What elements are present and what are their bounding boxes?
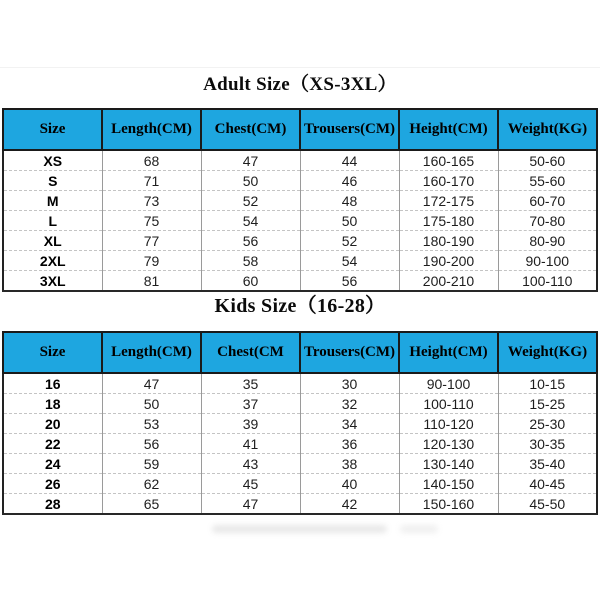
value-cell: 45 [201, 474, 300, 494]
column-header: Height(CM) [399, 109, 498, 150]
table-row [3, 231, 597, 251]
column-header: Trousers(CM) [300, 109, 399, 150]
value-cell: 45-50 [498, 494, 597, 515]
table-row [3, 271, 597, 292]
value-cell: 54 [201, 211, 300, 231]
value-cell: 34 [300, 414, 399, 434]
value-cell: 50 [201, 171, 300, 191]
value-cell: 10-15 [498, 373, 597, 394]
column-header: Chest(CM [201, 332, 300, 373]
table-row [3, 251, 597, 271]
table-row [3, 373, 597, 394]
size-label-cell: S [3, 171, 102, 191]
size-label-cell: 22 [3, 434, 102, 454]
size-label-cell: 3XL [3, 271, 102, 292]
header-row [3, 109, 597, 150]
value-cell: 65 [102, 494, 201, 515]
size-label-cell: XS [3, 150, 102, 171]
size-label-cell: 2XL [3, 251, 102, 271]
value-cell: 75 [102, 211, 201, 231]
value-cell: 180-190 [399, 231, 498, 251]
value-cell: 50-60 [498, 150, 597, 171]
value-cell: 15-25 [498, 394, 597, 414]
table-row [3, 434, 597, 454]
column-header: Trousers(CM) [300, 332, 399, 373]
size-label-cell: 26 [3, 474, 102, 494]
value-cell: 35-40 [498, 454, 597, 474]
table-row [3, 150, 597, 171]
table-row [3, 494, 597, 515]
header-row [3, 332, 597, 373]
value-cell: 40-45 [498, 474, 597, 494]
value-cell: 60 [201, 271, 300, 292]
column-header: Length(CM) [102, 109, 201, 150]
size-label-cell: 18 [3, 394, 102, 414]
value-cell: 120-130 [399, 434, 498, 454]
value-cell: 30 [300, 373, 399, 394]
value-cell: 56 [300, 271, 399, 292]
value-cell: 53 [102, 414, 201, 434]
value-cell: 35 [201, 373, 300, 394]
size-label-cell: 28 [3, 494, 102, 515]
value-cell: 50 [300, 211, 399, 231]
column-header: Weight(KG) [498, 109, 597, 150]
value-cell: 150-160 [399, 494, 498, 515]
size-label-cell: M [3, 191, 102, 211]
value-cell: 38 [300, 454, 399, 474]
faint-gridline [0, 67, 600, 68]
value-cell: 130-140 [399, 454, 498, 474]
value-cell: 160-165 [399, 150, 498, 171]
column-header: Size [3, 332, 102, 373]
column-header: Length(CM) [102, 332, 201, 373]
table-row [3, 454, 597, 474]
table-row [3, 474, 597, 494]
value-cell: 30-35 [498, 434, 597, 454]
column-header: Size [3, 109, 102, 150]
value-cell: 110-120 [399, 414, 498, 434]
table-row [3, 171, 597, 191]
value-cell: 56 [102, 434, 201, 454]
value-cell: 100-110 [498, 271, 597, 292]
value-cell: 43 [201, 454, 300, 474]
value-cell: 59 [102, 454, 201, 474]
value-cell: 44 [300, 150, 399, 171]
value-cell: 48 [300, 191, 399, 211]
size-label-cell: XL [3, 231, 102, 251]
value-cell: 77 [102, 231, 201, 251]
table-row [3, 414, 597, 434]
value-cell: 56 [201, 231, 300, 251]
value-cell: 140-150 [399, 474, 498, 494]
size-label-cell: 16 [3, 373, 102, 394]
value-cell: 172-175 [399, 191, 498, 211]
value-cell: 71 [102, 171, 201, 191]
value-cell: 100-110 [399, 394, 498, 414]
value-cell: 25-30 [498, 414, 597, 434]
value-cell: 60-70 [498, 191, 597, 211]
table-row [3, 191, 597, 211]
value-cell: 68 [102, 150, 201, 171]
kids-table-title: Kids Size（16-28） [214, 295, 386, 317]
table-row [3, 394, 597, 414]
value-cell: 39 [201, 414, 300, 434]
table-row [3, 211, 597, 231]
faint-watermark-smudge [400, 525, 438, 533]
value-cell: 55-60 [498, 171, 597, 191]
adult-size-table [2, 108, 598, 292]
value-cell: 41 [201, 434, 300, 454]
value-cell: 190-200 [399, 251, 498, 271]
value-cell: 58 [201, 251, 300, 271]
value-cell: 80-90 [498, 231, 597, 251]
value-cell: 47 [201, 150, 300, 171]
value-cell: 50 [102, 394, 201, 414]
value-cell: 42 [300, 494, 399, 515]
value-cell: 52 [300, 231, 399, 251]
value-cell: 175-180 [399, 211, 498, 231]
size-label-cell: 24 [3, 454, 102, 474]
value-cell: 54 [300, 251, 399, 271]
size-label-cell: 20 [3, 414, 102, 434]
value-cell: 32 [300, 394, 399, 414]
kids-size-table [2, 331, 598, 515]
value-cell: 62 [102, 474, 201, 494]
value-cell: 200-210 [399, 271, 498, 292]
column-header: Chest(CM) [201, 109, 300, 150]
value-cell: 46 [300, 171, 399, 191]
value-cell: 70-80 [498, 211, 597, 231]
value-cell: 40 [300, 474, 399, 494]
column-header: Weight(KG) [498, 332, 597, 373]
value-cell: 90-100 [498, 251, 597, 271]
value-cell: 90-100 [399, 373, 498, 394]
value-cell: 79 [102, 251, 201, 271]
value-cell: 73 [102, 191, 201, 211]
size-label-cell: L [3, 211, 102, 231]
value-cell: 52 [201, 191, 300, 211]
value-cell: 47 [201, 494, 300, 515]
value-cell: 160-170 [399, 171, 498, 191]
adult-table-title: Adult Size（XS-3XL） [203, 74, 397, 95]
faint-watermark-smudge [212, 525, 387, 533]
value-cell: 37 [201, 394, 300, 414]
value-cell: 36 [300, 434, 399, 454]
column-header: Height(CM) [399, 332, 498, 373]
value-cell: 81 [102, 271, 201, 292]
value-cell: 47 [102, 373, 201, 394]
